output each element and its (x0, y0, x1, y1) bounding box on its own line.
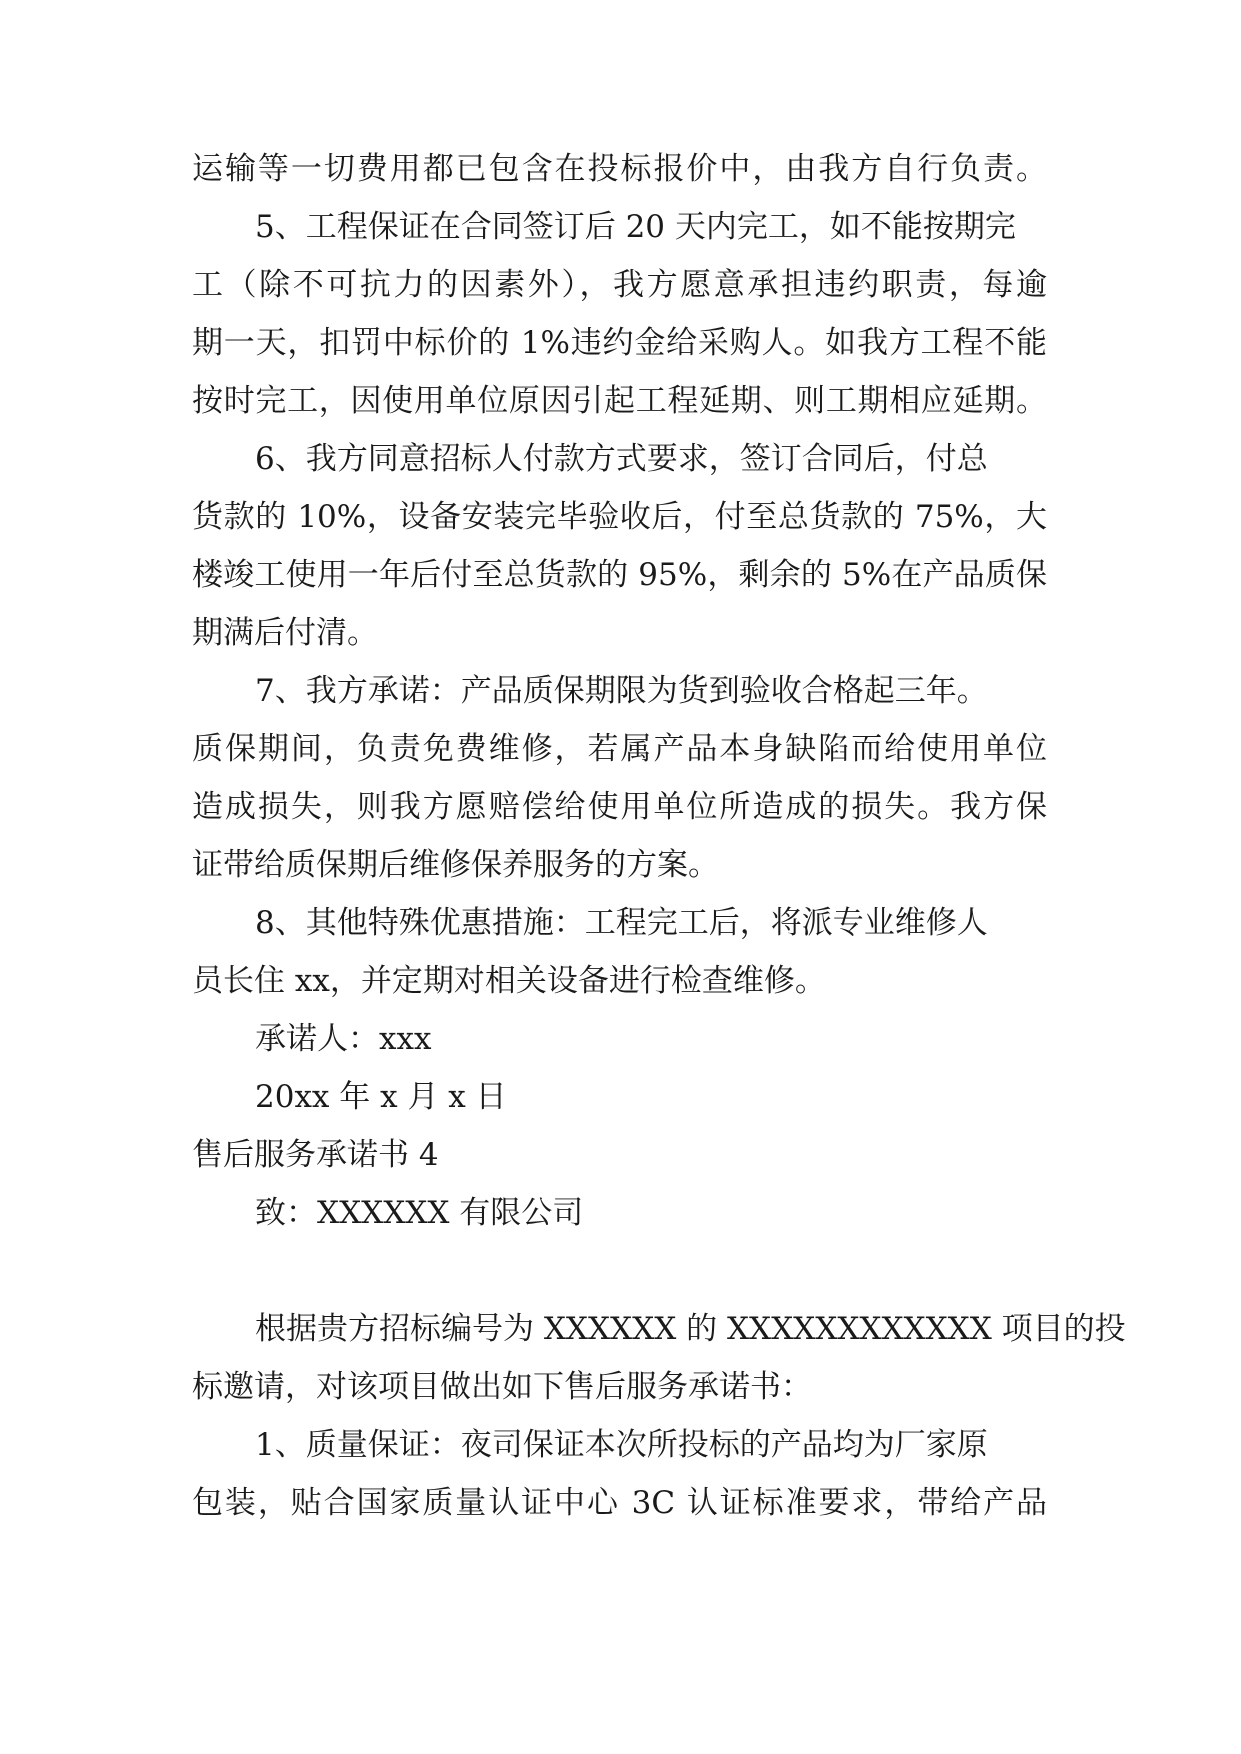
clause-5-heading-line: 5、工程保证在合同签订后 20 天内完工，如不能按期完 (255, 209, 1016, 245)
text-line: 证带给质保期后维修保养服务的方案。 (192, 847, 719, 883)
text-line: 造成损失，则我方愿赔偿给使用单位所造成的损失。我方保 (192, 789, 1047, 825)
clause-6-heading-line: 6、我方同意招标人付款方式要求，签订合同后，付总 (255, 441, 988, 477)
text-line: 期一天，扣罚中标价的 1%违约金给采购人。如我方工程不能 (192, 325, 1047, 361)
promiser-signature-line: 承诺人：xxx (255, 1021, 432, 1057)
text-line: 运输等一切费用都已包含在投标报价中，由我方自行负责。 (192, 151, 1047, 187)
text-line: 工（除不可抗力的因素外），我方愿意承担违约职责，每逾 (192, 267, 1047, 303)
section-title: 售后服务承诺书 4 (192, 1137, 439, 1173)
quality-clause-heading-line: 1、质量保证：夜司保证本次所投标的产品均为厂家原 (255, 1427, 988, 1463)
intro-line: 根据贵方招标编号为 XXXXXX 的 XXXXXXXXXXXX 项目的投 (255, 1311, 1126, 1347)
date-line: 20xx 年 x 月 x 日 (255, 1079, 507, 1115)
text-line: 货款的 10%，设备安装完毕验收后，付至总货款的 75%，大 (192, 499, 1047, 535)
text-line: 质保期间，负责免费维修，若属产品本身缺陷而给使用单位 (192, 731, 1047, 767)
text-line: 楼竣工使用一年后付至总货款的 95%，剩余的 5%在产品质保 (192, 557, 1047, 593)
text-line: 包装，贴合国家质量认证中心 3C 认证标准要求，带给产品 (192, 1485, 1047, 1521)
clause-8-heading-line: 8、其他特殊优惠措施：工程完工后，将派专业维修人 (255, 905, 988, 941)
text-line: 员长住 xx，并定期对相关设备进行检查维修。 (192, 963, 826, 999)
clause-7-heading-line: 7、我方承诺：产品质保期限为货到验收合格起三年。 (255, 673, 988, 709)
text-line: 期满后付清。 (192, 615, 378, 651)
text-line: 按时完工，因使用单位原因引起工程延期、则工期相应延期。 (192, 383, 1047, 419)
addressee-line: 致：XXXXXX 有限公司 (255, 1195, 584, 1231)
text-line: 标邀请，对该项目做出如下售后服务承诺书： (192, 1369, 812, 1405)
